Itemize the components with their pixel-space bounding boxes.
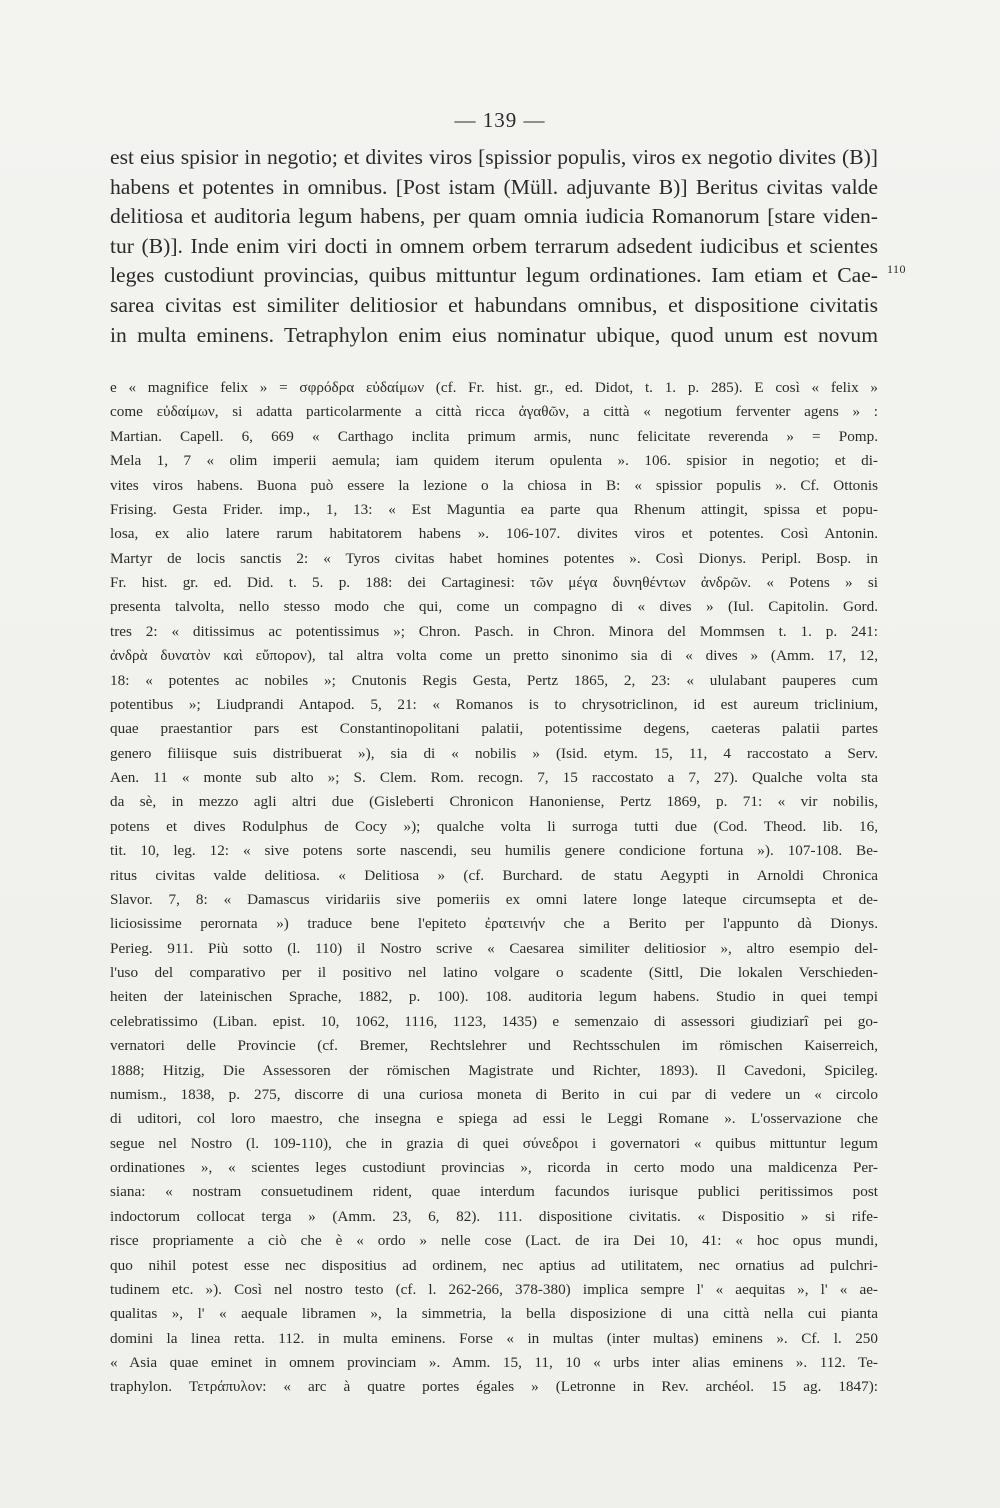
note-line: indoctorum collocat terga » (Amm. 23, 6, 82). 111. dispositione civitatis. « Dispositio » si rife- — [110, 1207, 878, 1225]
note-line: tres 2: « ditissimus ac potentissimus »; Chron. Pasch. in Chron. Minora del Mommsen t. 1. p. 241: — [110, 622, 878, 640]
note-line: tit. 10, leg. 12: « sive potens sorte nascendi, seu humilis genere condicione fortuna »). 107-108. Be- — [110, 842, 878, 860]
note-line: presenta talvolta, nello stesso modo che qui, come un compagno di « dives » (Iul. Capitolin. Gord. — [110, 598, 878, 616]
note-line: quo nihil potest esse nec dispositius ad ordinem, nec aptius ad utilitatem, nec ornatius ad pulchri- — [110, 1256, 878, 1274]
main-text-line: delitiosa et auditoria legum habens, per quam omnia iudicia Romanorum [stare viden- — [110, 204, 878, 229]
note-line: di uditori, col loro maestro, che insegna e spiega ad essi le Leggi Romane ». L'osservazione che — [110, 1110, 878, 1128]
main-text-line: leges custodiunt provincias, quibus mittuntur legum ordinationes. Iam etiam et Cae- — [110, 263, 878, 288]
note-line: risce propriamente a ciò che è « ordo » nelle cose (Lact. de ira Dei 10, 41: « hoc opus mundi, — [110, 1232, 878, 1250]
note-line: segue nel Nostro (l. 109-110), che in grazia di quei σύνεδροι i governatori « quibus mittuntur legum — [110, 1134, 878, 1152]
note-line: e « magnifice felix » = σφρόδρα εὐδαίμων (cf. Fr. hist. gr., ed. Didot, t. 1. p. 285). E così « felix » — [110, 379, 878, 396]
note-line: quae praestantior pars est Constantinopolitani palatii, potentissime degens, caeteras palatii partes — [110, 720, 878, 738]
note-line: celebratissimo (Liban. epist. 10, 1062, 1116, 1123, 1435) e semenzaio di assessori giudiziarî pei go- — [110, 1012, 878, 1030]
note-line: « Asia quae eminet in omnem provinciam ». Amm. 15, 11, 10 « urbs inter alias eminens ». 112. Te- — [110, 1354, 878, 1371]
note-line: Slavor. 7, 8: « Damascus viridariis sive pomeriis ex omni latere longe lateque circumsepta et de- — [110, 890, 878, 908]
note-line: potens et dives Rodulphus de Cocy »); qualche volta li surroga tutti due (Cod. Theod. lib. 16, — [110, 817, 878, 835]
note-line: Perieg. 911. Più sotto (l. 110) il Nostro scrive « Caesarea similiter delitiosior », altro esempio del- — [110, 939, 878, 957]
note-line: ἀνδρὰ δυνατὸν καὶ εὔπορον), tal altra volta come un pretto sinonimo sia di « dives » (Amm. 17, 12, — [110, 647, 878, 665]
note-line: genero filiisque suis distribuerat »), sia di « nobilis » (Isid. etym. 15, 11, 4 raccostato a Serv. — [110, 744, 878, 762]
note-line: Aen. 11 « monte sub alto »; S. Clem. Rom. recogn. 7, 15 raccostato a 7, 27). Qualche volta sta — [110, 769, 878, 786]
page-number: — 139 — — [454, 108, 546, 132]
note-line: 1888; Hitzig, Die Assessoren der römischen Magistrate und Richter, 1893). Il Cavedoni, Spicileg. — [110, 1061, 878, 1079]
note-line: numism., 1838, p. 275, discorre di una curiosa moneta di Berito in cui par di vedere un « circolo — [110, 1085, 878, 1103]
note-line: Frising. Gesta Frider. imp., 1, 13: « Est Maguntia ea parte qua Rhenum attingit, spissa et popu- — [110, 500, 878, 518]
note-line: vites viros habens. Buona può essere la lezione o la chiosa in B: « spissior populis ». Cf. Ottonis — [110, 476, 878, 494]
note-line: Martian. Capell. 6, 669 « Carthago inclita primum armis, nunc felicitate reverenda » = Pomp. — [110, 427, 878, 445]
main-text-line: sarea civitas est similiter delitiosior et habundans omnibus, et dispositione civitatis — [110, 292, 878, 317]
commentary-notes — [110, 376, 878, 1400]
main-text-line: est eius spisior in negotio; et divites viros [spissior populis, viros ex negotio divites (B)] — [110, 145, 878, 169]
note-line: liciosissime perornata ») traduce bene l'epiteto ἐρατεινήν che a Berito per l'appunto dà Dionys. — [110, 915, 878, 933]
main-text-block — [110, 143, 878, 350]
main-text-line: tur (B)]. Inde enim viri docti in omnem orbem terrarum adsedent iudicibus et scientes — [110, 233, 878, 258]
note-line: Fr. hist. gr. ed. Did. t. 5. p. 188: dei Cartaginesi: τῶν μέγα δυνηθέντων ἀνδρῶν. « Potens » si — [110, 574, 878, 591]
note-line: ordinationes », « scientes leges custodiunt provincias », ricorda in certo modo una maldicenza Per- — [110, 1159, 878, 1176]
note-line: Mela 1, 7 « olim imperii aemula; iam quidem iterum opulenta ». 106. spisior in negotio; et di- — [110, 452, 878, 470]
note-line: tudinem etc. »). Così nel nostro testo (cf. l. 262-266, 378-380) implica sempre l' « aequitas », l' « ae- — [110, 1280, 878, 1298]
note-line: qualitas », l' « aequale libramen », la simmetria, la bella disposizione di una città nella cui pianta — [110, 1305, 878, 1323]
note-line: domini la linea retta. 112. in multa eminens. Forse « in multas (inter multas) eminens ». Cf. l. 250 — [110, 1329, 878, 1347]
main-text-line: habens et potentes in omnibus. [Post istam (Müll. adjuvante B)] Beritus civitas valde — [110, 174, 878, 199]
note-line: l'uso del comparativo per il positivo nel latino volgare o scadente (Sittl, Die lokalen Verschieden- — [110, 964, 878, 981]
note-line: come εὐδαίμων, si adatta particolarmente a città ricca ἀγαθῶν, a città « negotium ferventer agens » : — [110, 403, 878, 421]
note-line: ritus civitas valde delitiosa. « Delitiosa » (cf. Burchard. de statu Aegypti in Arnoldi Chronica — [110, 866, 878, 884]
note-line: losa, ex alio latere rarum habitatorem habens ». 106-107. divites viros et potentes. Così Antonin. — [110, 525, 878, 543]
main-text-line: in multa eminens. Tetraphylon enim eius nominatur ubique, quod unum est novum — [110, 322, 878, 347]
note-line: vernatori delle Provincie (cf. Bremer, Rechtslehrer und Rechtsschulen im römischen Kaiserreich, — [110, 1037, 878, 1055]
note-line: heiten der lateinischen Sprache, 1882, p. 100). 108. auditoria legum habens. Studio in quei tempi — [110, 988, 878, 1006]
note-line: da sè, in mezzo agli altri due (Gisleberti Chronicon Hanoniense, Pertz 1869, p. 71: « vir nobilis, — [110, 793, 878, 811]
note-line: 18: « potentes ac nobiles »; Cnutonis Regis Gesta, Pertz 1865, 2, 23: « ululabant pauperes cum — [110, 671, 878, 689]
note-line: potentibus »; Liudprandi Antapod. 5, 21: « Romanos is to chrysotriclinon, id est aureum triclinium, — [110, 695, 878, 713]
note-line: siana: « nostram consuetudinem rident, quae interdum facundos iurisque publici peritissimos post — [110, 1183, 878, 1201]
note-line: Martyr de locis sanctis 2: « Tyros civitas habet homines potentes ». Così Dionys. Peripl. Bosp. in — [110, 549, 878, 567]
margin-line-number: 110 — [887, 262, 907, 276]
note-line: traphylon. Τετράπυλον: « arc à quatre portes égales » (Letronne in Rev. archéol. 15 ag. 1847): — [110, 1378, 878, 1396]
